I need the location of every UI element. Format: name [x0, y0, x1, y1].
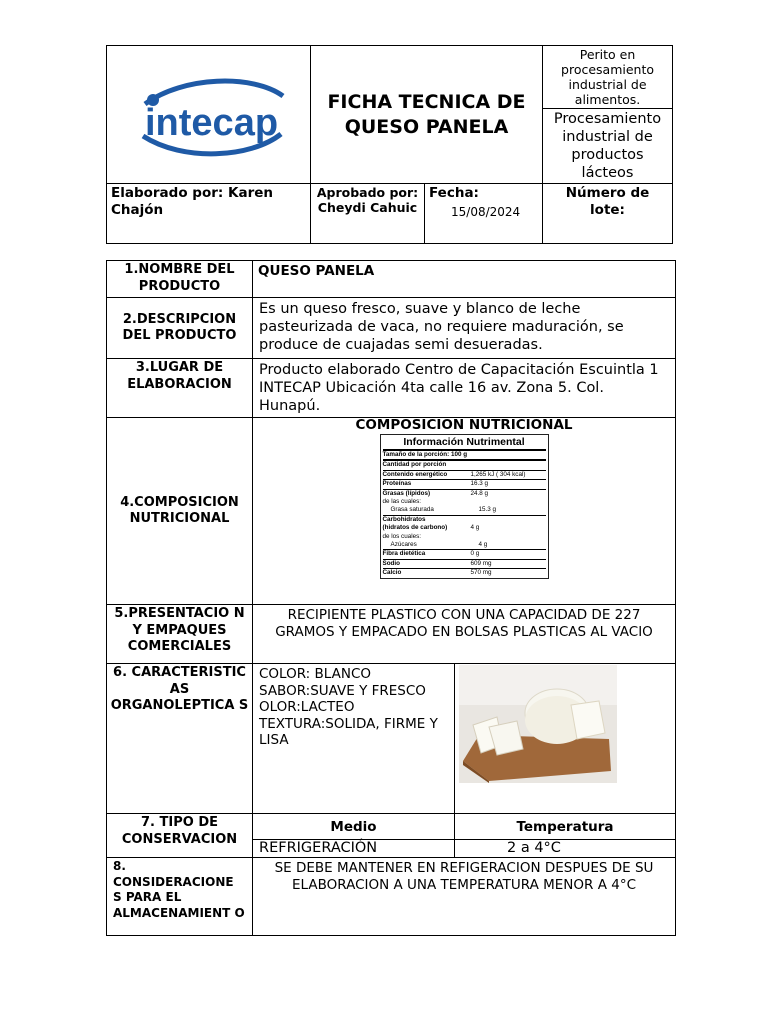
nutrition-row	[383, 490, 546, 498]
section-label-conservacion: 7. TIPO DE CONSERVACION	[107, 814, 253, 858]
nutrition-cantidad: Cantidad por porción	[382, 461, 447, 469]
table-row	[107, 359, 676, 418]
nutrition-row-value: 570 mg	[470, 569, 492, 577]
nutrition-row	[383, 550, 546, 559]
lote-label: Número de lote:	[543, 184, 673, 244]
procesamiento-text: Procesamiento industrial de productos lácteos	[543, 109, 673, 184]
nutrition-row-value: 0 g	[470, 550, 480, 558]
nutrition-row-label: Grasas (lípidos)	[382, 489, 431, 497]
fecha-value: 15/08/2024	[451, 205, 521, 219]
table-row	[107, 664, 676, 814]
column-header-medio: Medio	[253, 814, 455, 840]
table-row	[107, 418, 676, 605]
organoleptic-list	[253, 664, 455, 814]
nutrition-row-value	[471, 498, 546, 506]
nutrition-row-value: 4 g	[470, 524, 480, 532]
cheese-photo-cell	[455, 664, 676, 814]
product-description: Es un queso fresco, suave y blanco de leche pasteurizada de vaca, no requiere maduración, se produce de cuajadas semi desueradas.	[253, 298, 676, 359]
organoleptic-textura: TEXTURA:SOLIDA, FIRME Y LISA	[259, 715, 438, 748]
nutrition-row	[383, 560, 546, 569]
conservation-medio: REFRIGERACIÓN	[253, 840, 455, 858]
header-table	[106, 45, 673, 244]
spec-table	[106, 260, 676, 936]
fecha-cell	[425, 184, 543, 244]
nutrition-row-label: de los cuales:	[382, 532, 422, 540]
nutrition-row-value: 1,265 kJ ( 304 kcal)	[470, 470, 526, 478]
composition-cell	[253, 418, 676, 605]
nutrition-row	[383, 506, 546, 515]
section-label-presentacion: 5.PRESENTACIO N Y EMPAQUES COMERCIALES	[107, 605, 253, 664]
nutrition-row-label: Grasa saturada	[390, 506, 434, 514]
nutrition-row-label: Calcio	[382, 569, 402, 577]
document-title: FICHA TECNICA DE QUESO PANELA	[311, 46, 543, 184]
nutrition-row-value: 16.3 g	[470, 480, 489, 488]
nutrition-row-label: Carbohidratos	[382, 515, 426, 523]
section-label-almacenamiento: 8. CONSIDERACIONE S PARA EL ALMACENAMIENT O	[107, 858, 253, 936]
product-name: QUESO PANELA	[253, 261, 676, 298]
nutrition-row-value: 609 mg	[470, 559, 492, 567]
conservation-temperature: 2 a 4°C	[455, 840, 676, 858]
section-label-nombre: 1.NOMBRE DEL PRODUCTO	[107, 261, 253, 298]
storage-value: SE DEBE MANTENER EN REFIGERACION DESPUES DE SU ELABORACION A UNA TEMPERATURA MENOR A 4°C	[253, 858, 676, 936]
nutrition-row-label: de las cuales:	[382, 498, 422, 506]
intecap-logo	[123, 70, 295, 160]
organoleptic-color: COLOR: BLANCO	[259, 666, 372, 682]
cheese-photo	[459, 665, 617, 783]
nutrition-row	[383, 569, 546, 577]
elaborado-por: Elaborado por: Karen Chajón	[107, 184, 311, 244]
table-row	[107, 605, 676, 664]
nutrition-row-label: Proteínas	[382, 480, 412, 488]
nutrition-row	[383, 524, 546, 532]
presentation-value: RECIPIENTE PLASTICO CON UNA CAPACIDAD DE 227 GRAMOS Y EMPACADO EN BOLSAS PLASTICAS AL VACIO	[253, 605, 676, 664]
nutrition-row-label: Sodio	[382, 559, 400, 567]
nutrition-row-label: Contenido energético	[382, 470, 448, 478]
organoleptic-olor: OLOR:LACTEO	[259, 699, 355, 715]
fecha-label: Fecha:	[429, 185, 479, 201]
aprobado-por: Aprobado por: Cheydi Cahuic	[311, 184, 425, 244]
nutrition-row-value: 15.3 g	[478, 506, 497, 514]
table-row	[107, 261, 676, 298]
nutrition-row-value	[471, 533, 546, 541]
nutrition-row-label: Fibra dietética	[382, 550, 426, 558]
nutrition-row	[383, 533, 546, 541]
nutrition-row	[383, 516, 546, 524]
nutrition-row-value: 24.8 g	[470, 489, 489, 497]
nutrition-row-value: 4 g	[478, 541, 488, 549]
product-location: Producto elaborado Centro de Capacitación Escuintla 1 INTECAP Ubicación 4ta calle 16 av. Zona 5. Col. Hunapú.	[253, 359, 676, 418]
table-row	[107, 814, 676, 840]
svg-text:intecap: intecap	[144, 101, 278, 144]
nutrition-row	[383, 480, 546, 489]
perito-text: Perito en procesamiento industrial de alimentos.	[543, 46, 673, 109]
composition-title: COMPOSICION NUTRICIONAL	[355, 417, 573, 433]
nutrition-label	[380, 434, 549, 579]
section-label-organolepticas: 6. CARACTERISTIC AS ORGANOLEPTICA S	[107, 664, 253, 814]
nutrition-row-label: Azúcares	[390, 541, 417, 549]
logo-cell	[107, 46, 311, 184]
nutrition-row	[383, 498, 546, 506]
nutrition-heading: Información Nutrimental	[383, 436, 546, 451]
section-label-descripcion: 2.DESCRIPCION DEL PRODUCTO	[107, 298, 253, 359]
table-row	[107, 298, 676, 359]
nutrition-rows	[383, 471, 546, 578]
nutrition-row	[383, 471, 546, 480]
section-label-composicion: 4.COMPOSICION NUTRICIONAL	[107, 418, 253, 605]
column-header-temperatura: Temperatura	[455, 814, 676, 840]
nutrition-row	[383, 541, 546, 550]
nutrition-portion: Tamaño de la porción: 100 g	[382, 451, 468, 458]
organoleptic-sabor: SABOR:SUAVE Y FRESCO	[259, 682, 426, 699]
nutrition-row-value	[471, 516, 546, 524]
table-row	[107, 858, 676, 936]
section-label-lugar: 3.LUGAR DE ELABORACION	[107, 359, 253, 418]
nutrition-row-label: (hidratos de carbono)	[382, 524, 448, 532]
